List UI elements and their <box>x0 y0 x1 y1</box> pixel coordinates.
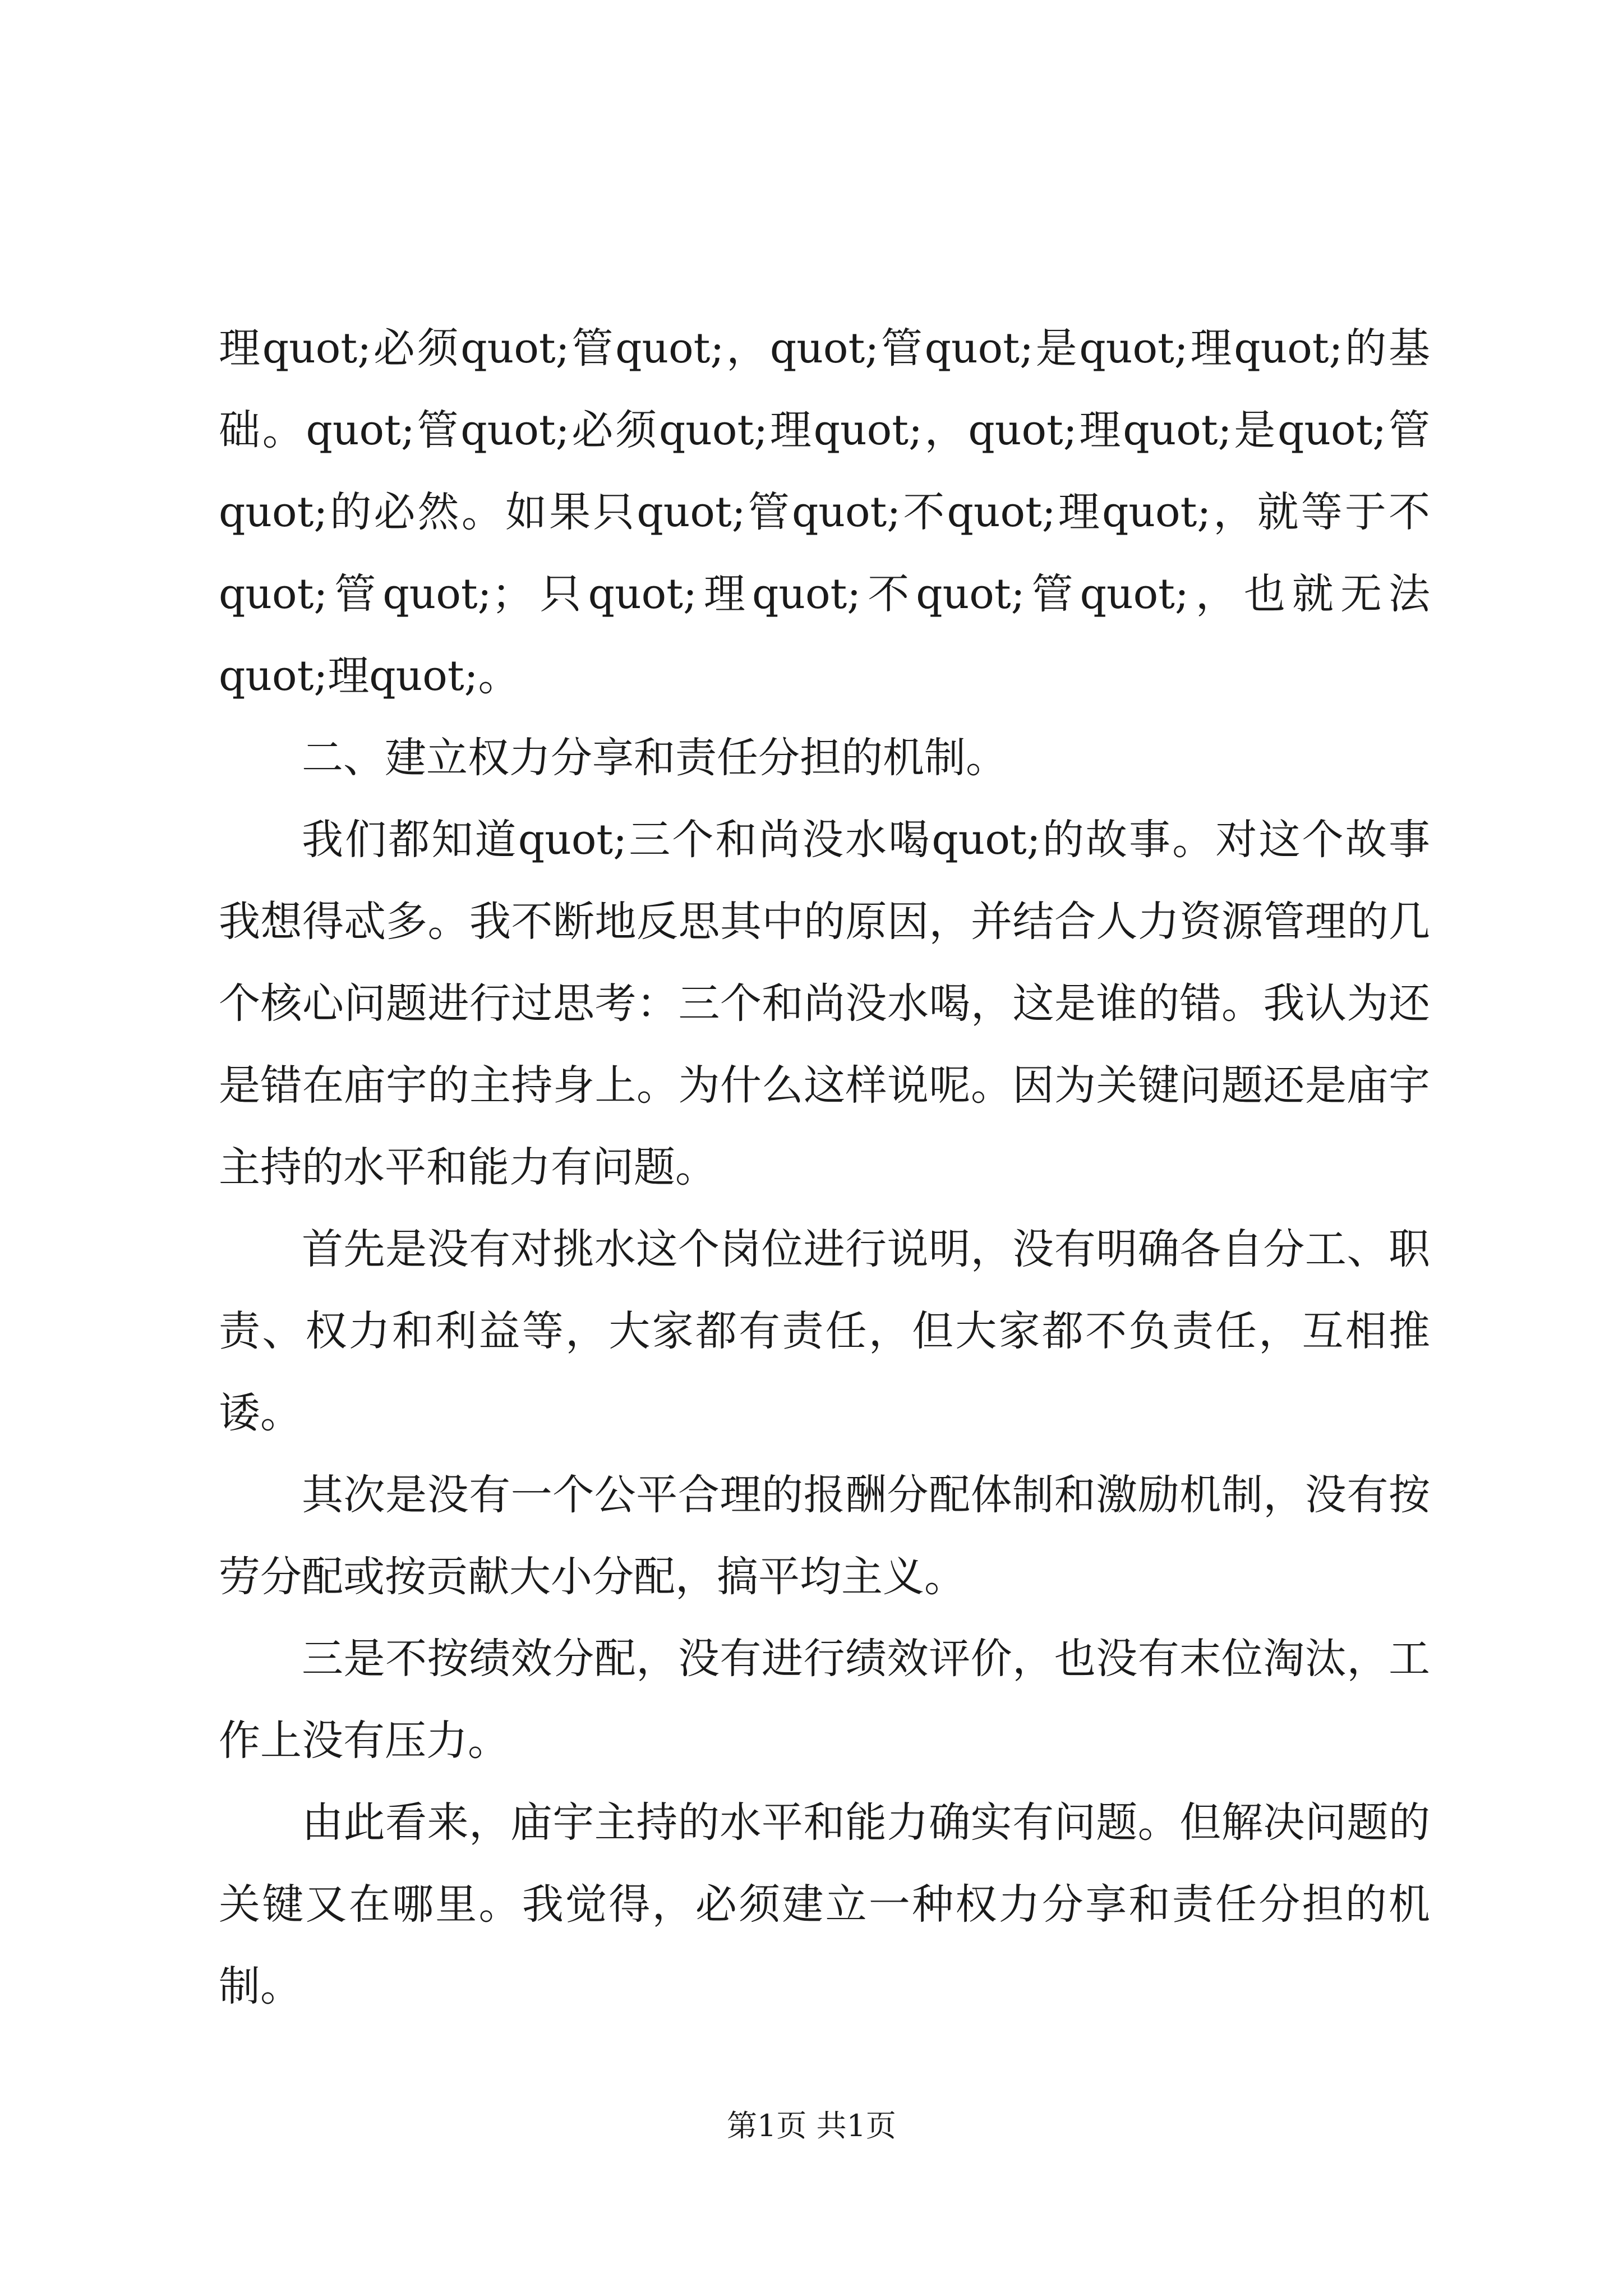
paragraph: 首先是没有对挑水这个岗位进行说明，没有明确各自分工、职责、权力和利益等，大家都有责任，但大家都不负责任，互相推诿。 <box>219 1225 1430 1437</box>
paragraph: 三是不按绩效分配，没有进行绩效评价，也没有末位淘汰，工作上没有压力。 <box>219 1635 1430 1765</box>
document-body <box>219 307 1430 2027</box>
paragraph: 其次是没有一个公平合理的报酬分配体制和激励机制，没有按劳分配或按贡献大小分配，搞平均主义。 <box>219 1471 1430 1601</box>
paragraph: 我们都知道quot;三个和尚没水喝quot;的故事。对这个故事我想得忒多。我不断地反思其中的原因，并结合人力资源管理的几个核心问题进行过思考：三个和尚没水喝，这是谁的错。我认为还是错在庙宇的主持身上。为什么这样说呢。因为关键问题还是庙宇主持的水平和能力有问题。 <box>219 816 1430 1191</box>
section-heading: 二、建立权力分享和责任分担的机制。 <box>302 734 1007 782</box>
paragraph: 由此看来，庙宇主持的水平和能力确实有问题。但解决问题的关键又在哪里。我觉得，必须建立一种权力分享和责任分担的机制。 <box>219 1798 1430 2010</box>
paragraph-continuation: 理quot;必须quot;管quot;，quot;管quot;是quot;理quot;的基础。quot;管quot;必须quot;理quot;，quot;理quot;是quot;管quot;的必然。如果只quot;管quot;不quot;理quot;，就等于不quot;管quot;；只quot;理quot;不quot;管quot;，也就无法quot;理quot;。 <box>219 324 1430 700</box>
page-footer: 第1页 共1页 <box>727 2108 896 2143</box>
